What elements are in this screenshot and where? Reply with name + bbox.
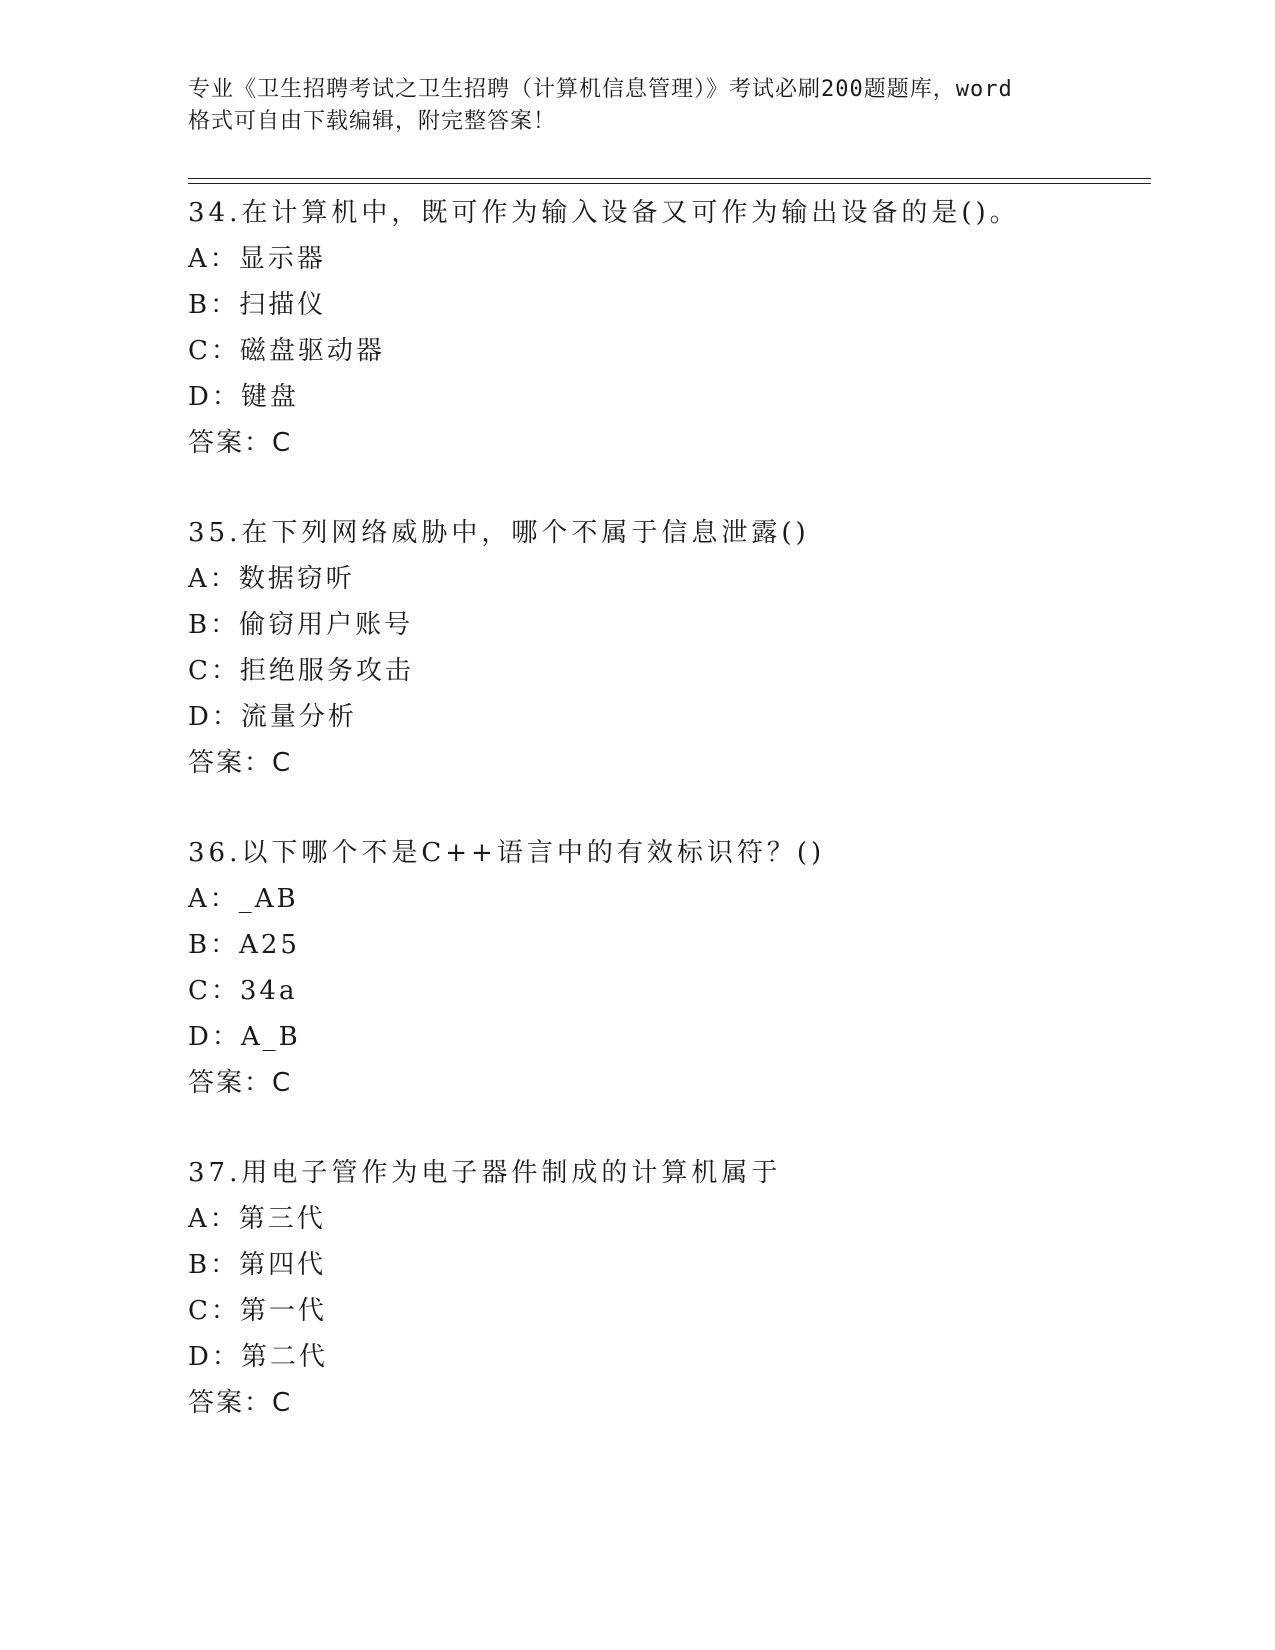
header-divider-top	[188, 178, 1151, 179]
option-d: D：第二代	[188, 1342, 328, 1372]
option-b: B：偷窃用户账号	[188, 610, 414, 640]
question-title: 35.在下列网络威胁中，哪个不属于信息泄露()	[188, 518, 810, 548]
header-line-1: 专业《卫生招聘考试之卫生招聘（计算机信息管理）》考试必刷200题题库，word	[188, 77, 1013, 102]
option-a: A：_AB	[188, 884, 299, 914]
header-line-2: 格式可自由下载编辑，附完整答案！	[188, 109, 557, 134]
question-block	[188, 190, 1148, 466]
option-c: C：第一代	[188, 1296, 327, 1326]
question-block	[188, 830, 1148, 1106]
option-d: D：A_B	[188, 1022, 301, 1052]
option-d: D：流量分析	[188, 702, 357, 732]
question-title: 34.在计算机中，既可作为输入设备又可作为输出设备的是()。	[188, 198, 1020, 228]
option-b: B：A25	[188, 930, 300, 960]
answer-line: 答案：C	[188, 748, 293, 778]
question-title: 36.以下哪个不是C++语言中的有效标识符？()	[188, 838, 826, 868]
option-c: C：拒绝服务攻击	[188, 656, 414, 686]
option-b: B：扫描仪	[188, 290, 327, 320]
question-block	[188, 510, 1148, 786]
option-b: B：第四代	[188, 1250, 327, 1280]
option-a: A：第三代	[188, 1204, 326, 1234]
answer-line: 答案：C	[188, 1388, 293, 1418]
question-title: 37.用电子管作为电子器件制成的计算机属于	[188, 1158, 782, 1188]
option-d: D：键盘	[188, 382, 299, 412]
question-block	[188, 1150, 1148, 1426]
header-divider-bottom	[188, 183, 1151, 184]
answer-line: 答案：C	[188, 1068, 293, 1098]
option-a: A：数据窃听	[188, 564, 355, 594]
option-a: A：显示器	[188, 244, 326, 274]
option-c: C：34a	[188, 976, 298, 1006]
answer-line: 答案：C	[188, 428, 293, 458]
document-header	[188, 74, 1088, 138]
option-c: C：磁盘驱动器	[188, 336, 385, 366]
